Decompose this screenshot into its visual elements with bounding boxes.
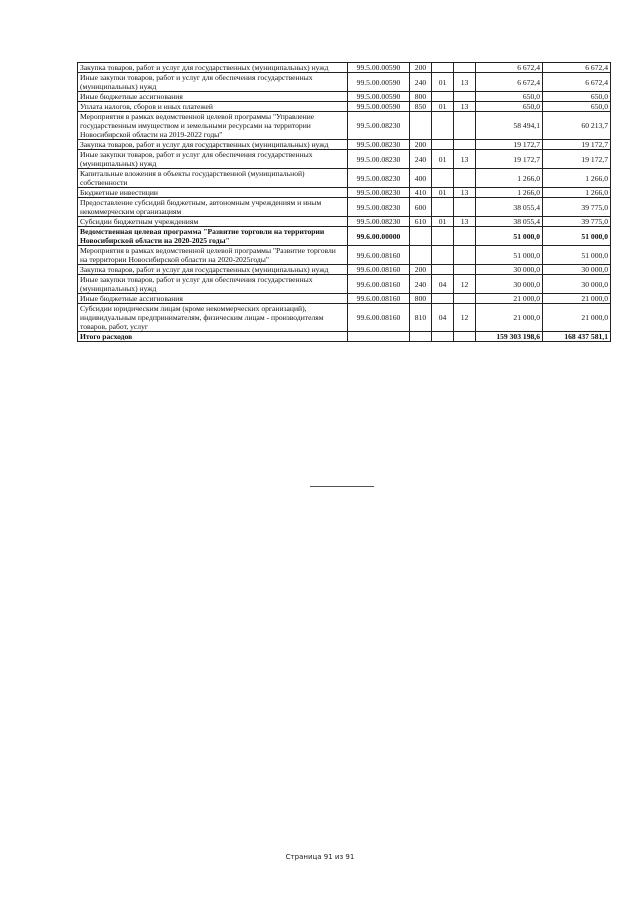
row-expense-type (410, 112, 432, 140)
row-expense-type: 800 (410, 92, 432, 102)
row-value-year1: 38 055,4 (476, 198, 543, 217)
row-name: Предоставление субсидий бюджетным, автономным учреждениям и иным некоммерческим организациям (78, 198, 348, 217)
row-subsection (454, 92, 476, 102)
page-number: Страница 91 из 91 (285, 853, 355, 861)
table-row (78, 63, 611, 73)
row-name: Мероприятия в рамках ведомственной целевой программы "Управление государственным имуществом и земельными ресурсами на территории Новосибирской области на 2019-2022 годы" (78, 112, 348, 140)
row-value-year2: 21 000,0 (543, 294, 611, 304)
row-subsection: 13 (454, 188, 476, 198)
row-section: 01 (432, 150, 454, 169)
row-value-year2: 30 000,0 (543, 265, 611, 275)
row-value-year1: 51 000,0 (476, 227, 543, 246)
row-expense-type: 610 (410, 217, 432, 227)
row-value-year1: 6 672,4 (476, 63, 543, 73)
row-section (432, 246, 454, 265)
row-name: Субсидии юридическим лицам (кроме некоммерческих организаций), индивидуальным предпринимателям, физическим лицам - производителям товаров, работ, услуг (78, 304, 348, 332)
row-value-year2: 6 672,4 (543, 63, 611, 73)
row-expense-type (410, 246, 432, 265)
row-section: 04 (432, 304, 454, 332)
row-value-year2: 21 000,0 (543, 304, 611, 332)
row-section: 01 (432, 217, 454, 227)
table-row (78, 275, 611, 294)
row-subsection (454, 294, 476, 304)
row-subsection (454, 63, 476, 73)
row-subsection (454, 246, 476, 265)
row-value-year2: 39 775,0 (543, 217, 611, 227)
row-subsection: 13 (454, 102, 476, 112)
row-value-year1: 51 000,0 (476, 246, 543, 265)
row-value-year2: 39 775,0 (543, 198, 611, 217)
row-expense-type: 850 (410, 102, 432, 112)
row-expense-type: 200 (410, 140, 432, 150)
total-empty-cell (410, 332, 432, 342)
row-value-year1: 19 172,7 (476, 150, 543, 169)
table-row (78, 265, 611, 275)
row-subsection: 12 (454, 304, 476, 332)
table-row (78, 217, 611, 227)
row-value-year1: 30 000,0 (476, 265, 543, 275)
row-value-year2: 1 266,0 (543, 169, 611, 188)
row-value-year2: 30 000,0 (543, 275, 611, 294)
row-section: 01 (432, 73, 454, 92)
table-row (78, 227, 611, 246)
row-value-year1: 6 672,4 (476, 73, 543, 92)
row-subsection (454, 169, 476, 188)
row-section: 01 (432, 102, 454, 112)
table-row (78, 246, 611, 265)
row-subsection (454, 198, 476, 217)
row-target-code: 99.5.00.08230 (348, 150, 410, 169)
total-empty-cell (432, 332, 454, 342)
row-target-code: 99.5.00.08230 (348, 140, 410, 150)
row-name: Закупка товаров, работ и услуг для государственных (муниципальных) нужд (78, 63, 348, 73)
row-expense-type (410, 227, 432, 246)
row-name: Иные закупки товаров, работ и услуг для обеспечения государственных (муниципальных) нужд (78, 73, 348, 92)
row-subsection: 13 (454, 217, 476, 227)
row-expense-type: 240 (410, 150, 432, 169)
row-section: 01 (432, 188, 454, 198)
row-expense-type: 810 (410, 304, 432, 332)
row-subsection (454, 112, 476, 140)
row-value-year2: 60 213,7 (543, 112, 611, 140)
row-value-year1: 650,0 (476, 92, 543, 102)
row-value-year1: 1 266,0 (476, 169, 543, 188)
row-target-code: 99.5.00.08230 (348, 217, 410, 227)
table-row (78, 92, 611, 102)
row-target-code: 99.6.00.08160 (348, 265, 410, 275)
table-row (78, 169, 611, 188)
row-value-year2: 51 000,0 (543, 246, 611, 265)
row-section (432, 227, 454, 246)
row-value-year1: 38 055,4 (476, 217, 543, 227)
row-value-year2: 1 266,0 (543, 188, 611, 198)
row-subsection (454, 140, 476, 150)
row-value-year2: 6 672,4 (543, 73, 611, 92)
row-value-year1: 19 172,7 (476, 140, 543, 150)
row-value-year2: 19 172,7 (543, 140, 611, 150)
row-section (432, 198, 454, 217)
row-expense-type: 410 (410, 188, 432, 198)
row-section (432, 140, 454, 150)
row-subsection: 13 (454, 150, 476, 169)
row-target-code: 99.5.00.08230 (348, 169, 410, 188)
row-value-year2: 650,0 (543, 92, 611, 102)
row-name: Иные бюджетные ассигнования (78, 294, 348, 304)
row-value-year1: 650,0 (476, 102, 543, 112)
row-name: Иные бюджетные ассигнования (78, 92, 348, 102)
row-name: Бюджетные инвестиции (78, 188, 348, 198)
table-body (78, 63, 611, 342)
row-value-year2: 650,0 (543, 102, 611, 112)
row-target-code: 99.5.00.08230 (348, 198, 410, 217)
total-row (78, 332, 611, 342)
table-row (78, 188, 611, 198)
total-value-year1: 159 303 198,6 (476, 332, 543, 342)
row-target-code: 99.5.00.00590 (348, 63, 410, 73)
row-subsection (454, 265, 476, 275)
table-row (78, 102, 611, 112)
row-name: Закупка товаров, работ и услуг для государственных (муниципальных) нужд (78, 265, 348, 275)
total-label: Итого расходов (78, 332, 348, 342)
row-subsection (454, 227, 476, 246)
row-value-year1: 1 266,0 (476, 188, 543, 198)
row-target-code: 99.5.00.08230 (348, 112, 410, 140)
table-row (78, 294, 611, 304)
row-section (432, 63, 454, 73)
row-section (432, 169, 454, 188)
row-subsection: 12 (454, 275, 476, 294)
row-subsection: 13 (454, 73, 476, 92)
row-target-code: 99.5.00.00590 (348, 73, 410, 92)
row-expense-type: 200 (410, 63, 432, 73)
table-row (78, 150, 611, 169)
row-target-code: 99.5.00.00590 (348, 102, 410, 112)
row-name: Уплата налогов, сборов и иных платежей (78, 102, 348, 112)
row-target-code: 99.6.00.08160 (348, 246, 410, 265)
row-name: Ведомственная целевая программа "Развитие торговли на территории Новосибирской области на 2020-2025 годы" (78, 227, 348, 246)
table-row (78, 112, 611, 140)
row-target-code: 99.5.00.08230 (348, 188, 410, 198)
row-value-year1: 21 000,0 (476, 304, 543, 332)
table-row (78, 304, 611, 332)
row-expense-type: 240 (410, 73, 432, 92)
row-section: 04 (432, 275, 454, 294)
row-expense-type: 600 (410, 198, 432, 217)
table-row (78, 73, 611, 92)
row-name: Иные закупки товаров, работ и услуг для обеспечения государственных (муниципальных) нужд (78, 150, 348, 169)
row-section (432, 294, 454, 304)
total-empty-cell (454, 332, 476, 342)
row-name: Субсидии бюджетным учреждениям (78, 217, 348, 227)
row-section (432, 265, 454, 275)
end-divider-line (310, 486, 374, 487)
budget-expenditure-table (77, 62, 611, 342)
row-value-year1: 30 000,0 (476, 275, 543, 294)
total-value-year2: 168 437 581,1 (543, 332, 611, 342)
row-name: Капитальные вложения в объекты государственной (муниципальной) собственности (78, 169, 348, 188)
row-target-code: 99.6.00.08160 (348, 275, 410, 294)
row-value-year1: 21 000,0 (476, 294, 543, 304)
row-value-year2: 19 172,7 (543, 150, 611, 169)
row-expense-type: 800 (410, 294, 432, 304)
row-name: Закупка товаров, работ и услуг для государственных (муниципальных) нужд (78, 140, 348, 150)
row-target-code: 99.6.00.08160 (348, 304, 410, 332)
row-section (432, 92, 454, 102)
row-value-year1: 58 494,1 (476, 112, 543, 140)
row-name: Иные закупки товаров, работ и услуг для обеспечения государственных (муниципальных) нужд (78, 275, 348, 294)
row-name: Мероприятия в рамках ведомственной целевой программы "Развитие торговли на территории Новосибирской области на 2020-2025годы" (78, 246, 348, 265)
row-section (432, 112, 454, 140)
row-target-code: 99.5.00.00590 (348, 92, 410, 102)
table-row (78, 198, 611, 217)
row-target-code: 99.6.00.08160 (348, 294, 410, 304)
row-value-year2: 51 000,0 (543, 227, 611, 246)
total-empty-cell (348, 332, 410, 342)
row-expense-type: 200 (410, 265, 432, 275)
row-expense-type: 240 (410, 275, 432, 294)
row-target-code: 99.6.00.00000 (348, 227, 410, 246)
table-row (78, 140, 611, 150)
row-expense-type: 400 (410, 169, 432, 188)
